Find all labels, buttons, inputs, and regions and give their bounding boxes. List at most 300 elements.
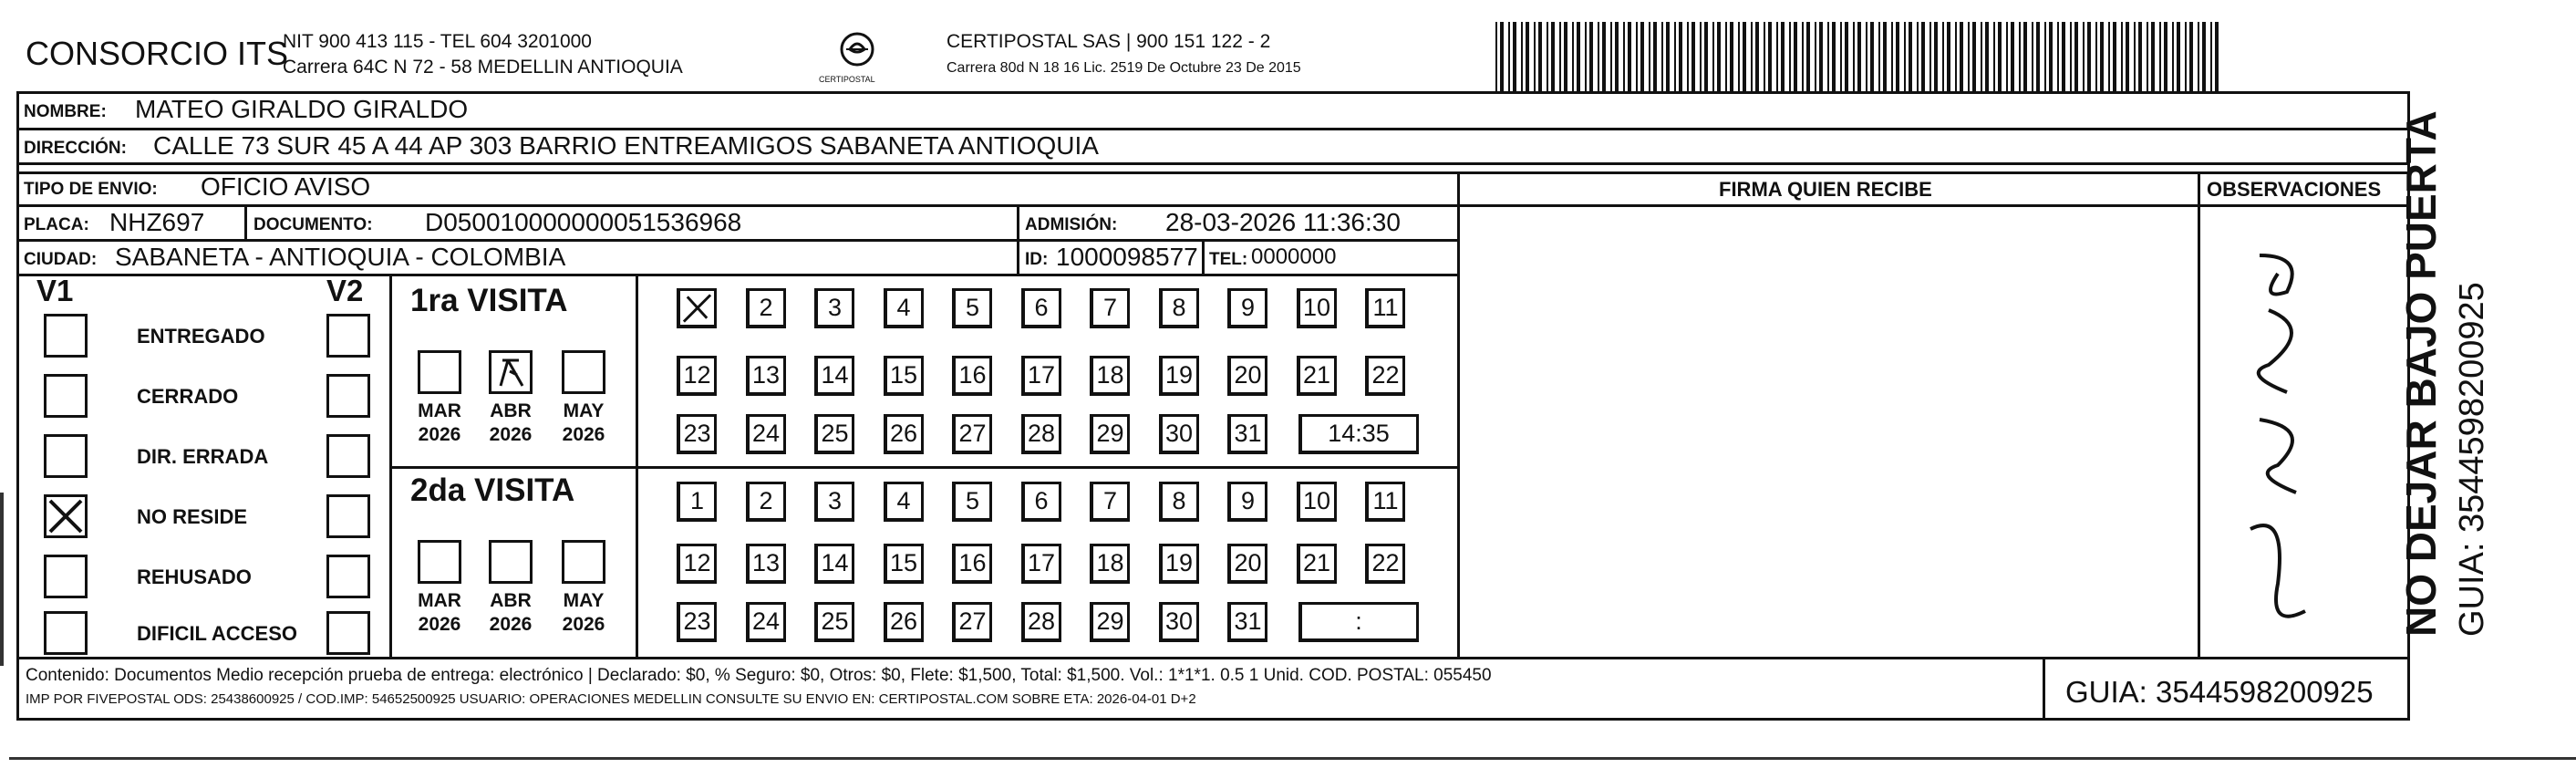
day-box[interactable] xyxy=(1365,288,1405,328)
barcode-bar xyxy=(1547,22,1548,91)
v1-checkbox[interactable] xyxy=(44,555,88,598)
barcode-bar xyxy=(2032,22,2033,91)
month-name: MAY xyxy=(563,400,605,421)
month-name: MAR xyxy=(418,400,461,421)
day-number: 20 xyxy=(1234,361,1262,389)
day-box[interactable] xyxy=(746,288,786,328)
barcode-bar xyxy=(1853,22,1855,91)
barcode-bar xyxy=(1526,22,1529,91)
day-number: 24 xyxy=(751,607,781,635)
day-box[interactable] xyxy=(1090,602,1130,642)
day-box[interactable] xyxy=(1159,602,1199,642)
barcode-bar xyxy=(1917,22,1919,91)
nombre-value: MATEO GIRALDO GIRALDO xyxy=(135,95,469,123)
barcode-bar xyxy=(1947,22,1950,91)
barcode-bar xyxy=(1883,22,1887,91)
barcode-bar xyxy=(2151,22,2155,91)
barcode-bar xyxy=(2172,22,2174,91)
day-box[interactable] xyxy=(1227,482,1267,522)
day-number: 30 xyxy=(1164,420,1194,447)
day-box[interactable] xyxy=(1090,356,1130,396)
reason-label: DIR. ERRADA xyxy=(137,445,269,468)
observaciones-header: OBSERVACIONES xyxy=(2207,178,2382,201)
admision-label: ADMISIÓN: xyxy=(1025,215,1118,234)
day-box[interactable] xyxy=(1159,356,1199,396)
barcode-bar xyxy=(2121,22,2123,91)
barcode-bar xyxy=(1870,22,1874,91)
barcode-bar xyxy=(1649,22,1650,91)
month-checkbox[interactable] xyxy=(418,540,461,584)
barcode-bar xyxy=(1730,22,1733,91)
divider xyxy=(389,466,1457,469)
barcode-bar xyxy=(1942,22,1944,91)
divider xyxy=(16,657,2410,659)
barcode-bar xyxy=(1764,22,1765,91)
day-box[interactable] xyxy=(1021,414,1061,454)
barcode-bar xyxy=(1981,22,1982,91)
v2-checkbox[interactable] xyxy=(326,494,370,538)
day-number: 23 xyxy=(683,607,711,635)
barcode-bar xyxy=(1687,22,1689,91)
day-box[interactable] xyxy=(1365,356,1405,396)
month-label xyxy=(556,589,611,637)
barcode-bar xyxy=(1691,22,1695,91)
day-number: 17 xyxy=(1027,361,1056,389)
day-number: 16 xyxy=(958,361,987,389)
day-box[interactable] xyxy=(814,482,854,522)
day-number: 25 xyxy=(821,420,849,447)
barcode-bar xyxy=(1589,22,1593,91)
barcode-bar xyxy=(1623,22,1625,91)
day-number: 12 xyxy=(683,361,711,389)
day-number: 16 xyxy=(958,549,987,576)
day-box[interactable] xyxy=(1227,356,1267,396)
barcode-bar xyxy=(1661,22,1663,91)
bottom-edge xyxy=(9,757,2576,760)
barcode-bar xyxy=(2087,22,2091,91)
divider xyxy=(16,171,2410,174)
day-box[interactable] xyxy=(952,482,992,522)
barcode-bar xyxy=(2126,22,2129,91)
day-number: 15 xyxy=(889,361,918,389)
day-box[interactable] xyxy=(677,602,717,642)
barcode-bar xyxy=(2215,22,2219,91)
day-number: 1 xyxy=(689,487,705,514)
day-box[interactable] xyxy=(884,288,924,328)
day-number: 4 xyxy=(896,294,911,321)
v2-checkbox[interactable] xyxy=(326,611,370,655)
barcode-bar xyxy=(1717,22,1721,91)
day-number: 21 xyxy=(1302,361,1331,389)
barcode-bar xyxy=(1508,22,1510,91)
second-visit-title: 2da VISITA xyxy=(410,472,575,508)
day-box[interactable] xyxy=(1297,356,1337,396)
v2-header: V2 xyxy=(326,274,364,307)
barcode-bar xyxy=(1704,22,1708,91)
month-year: 2026 xyxy=(418,614,461,635)
day-number: 6 xyxy=(1034,487,1049,514)
barcode-bar xyxy=(1636,22,1638,91)
month-checkbox[interactable] xyxy=(489,540,533,584)
certipostal-address: Carrera 80d N 18 16 Lic. 2519 De Octubre 23 De 2015 xyxy=(947,60,1301,76)
barcode-bar xyxy=(1674,22,1676,91)
side-guia: GUIA: 3544598200925 xyxy=(2453,282,2491,637)
divider xyxy=(16,128,2410,130)
month-year: 2026 xyxy=(418,424,461,445)
barcode-bar xyxy=(1700,22,1702,91)
barcode-bar xyxy=(2198,22,2199,91)
day-box[interactable] xyxy=(746,482,786,522)
barcode-bar xyxy=(1857,22,1861,91)
month-checkbox[interactable] xyxy=(489,350,533,394)
barcode-bar xyxy=(1909,22,1912,91)
day-number: 3 xyxy=(827,487,843,514)
day-box[interactable] xyxy=(677,414,717,454)
barcode-bar xyxy=(1794,22,1797,91)
checkmark-x-icon xyxy=(47,497,85,535)
barcode-bar xyxy=(1985,22,1989,91)
day-number: 31 xyxy=(1234,420,1262,447)
divider xyxy=(2198,171,2200,657)
direccion-label: DIRECCIÓN: xyxy=(24,139,127,158)
day-number: 8 xyxy=(1172,487,1186,514)
day-box[interactable] xyxy=(746,544,786,584)
barcode-bar xyxy=(1878,22,1880,91)
divider xyxy=(2043,657,2045,721)
barcode-icon xyxy=(1495,22,2221,91)
barcode-bar xyxy=(1500,22,1504,91)
barcode-bar xyxy=(1789,22,1791,91)
day-box[interactable] xyxy=(1090,482,1130,522)
day-box[interactable] xyxy=(1021,356,1061,396)
barcode-bar xyxy=(1845,22,1848,91)
month-label xyxy=(556,400,611,447)
day-box[interactable] xyxy=(1159,482,1199,522)
barcode-bar xyxy=(1934,22,1938,91)
barcode-bar xyxy=(1968,22,1970,91)
day-box[interactable] xyxy=(1297,482,1337,522)
barcode-bar xyxy=(2070,22,2072,91)
v2-checkbox[interactable] xyxy=(326,434,370,478)
divider xyxy=(16,162,2410,165)
shipping-label-frame xyxy=(16,91,2410,721)
v1-checkbox[interactable] xyxy=(44,434,88,478)
barcode-bar xyxy=(1751,22,1753,91)
day-box[interactable] xyxy=(1021,602,1061,642)
day-box[interactable] xyxy=(952,356,992,396)
day-box[interactable] xyxy=(1021,288,1061,328)
barcode-bar xyxy=(1743,22,1746,91)
day-box[interactable] xyxy=(814,356,854,396)
day-box[interactable] xyxy=(1159,414,1199,454)
day-number: 15 xyxy=(889,549,918,576)
barcode-bar xyxy=(1598,22,1599,91)
day-number: 17 xyxy=(1027,549,1056,576)
day-number: 29 xyxy=(1096,420,1124,447)
month-label xyxy=(412,400,467,447)
signature-icon xyxy=(2205,237,2333,638)
tel-label: TEL: xyxy=(1209,250,1248,269)
v2-checkbox[interactable] xyxy=(326,314,370,358)
second-visit-time[interactable]: : xyxy=(1298,602,1419,642)
day-box[interactable] xyxy=(677,356,717,396)
day-number: 26 xyxy=(889,607,918,635)
v2-checkbox[interactable] xyxy=(326,374,370,418)
checkmark-x-icon xyxy=(680,291,714,326)
v1-checkbox[interactable] xyxy=(44,314,88,358)
barcode-bar xyxy=(1891,22,1893,91)
tipo-envio-label: TIPO DE ENVIO: xyxy=(24,180,158,199)
barcode-bar xyxy=(2057,22,2059,91)
day-number: 8 xyxy=(1172,294,1186,321)
day-box[interactable] xyxy=(1090,288,1130,328)
barcode-bar xyxy=(1904,22,1906,91)
day-number: 13 xyxy=(751,361,781,389)
day-number: 3 xyxy=(827,294,843,321)
barcode-bar xyxy=(2006,22,2008,91)
barcode-bar xyxy=(1827,22,1829,91)
day-box[interactable] xyxy=(1297,288,1337,328)
certipostal-logo-text: CERTIPOSTAL xyxy=(819,75,875,84)
first-visit-time[interactable]: 14:35 xyxy=(1298,414,1419,454)
reason-label: DIFICIL ACCESO xyxy=(137,622,298,645)
barcode-bar xyxy=(2083,22,2085,91)
side-warning: NO DEJAR BAJO PUERTA xyxy=(2397,110,2445,637)
day-box[interactable] xyxy=(677,482,717,522)
day-box[interactable] xyxy=(1365,482,1405,522)
tel-value: 0000000 xyxy=(1251,244,1337,269)
day-number: 10 xyxy=(1302,487,1331,514)
day-number: 9 xyxy=(1240,487,1256,514)
tipo-envio-value: OFICIO AVISO xyxy=(201,172,371,201)
barcode-bar xyxy=(1534,22,1536,91)
barcode-bar xyxy=(2044,22,2046,91)
month-checkbox[interactable] xyxy=(562,350,605,394)
barcode-bar xyxy=(2164,22,2167,91)
barcode-bar xyxy=(2185,22,2187,91)
barcode-bar xyxy=(1602,22,1606,91)
day-box[interactable] xyxy=(677,288,717,328)
barcode-bar xyxy=(1679,22,1682,91)
day-number: 19 xyxy=(1164,549,1194,576)
barcode-bar xyxy=(1559,22,1561,91)
day-box[interactable] xyxy=(746,414,786,454)
barcode-bar xyxy=(1513,22,1516,91)
day-box[interactable] xyxy=(1159,544,1199,584)
day-box[interactable] xyxy=(884,482,924,522)
day-number: 18 xyxy=(1096,361,1124,389)
day-box[interactable] xyxy=(1227,288,1267,328)
day-number: 11 xyxy=(1372,487,1399,514)
v2-checkbox[interactable] xyxy=(326,555,370,598)
first-visit-title: 1ra VISITA xyxy=(410,283,568,318)
day-box[interactable] xyxy=(952,288,992,328)
month-name: ABR xyxy=(490,400,532,421)
v1-header: V1 xyxy=(36,274,74,307)
barcode-bar xyxy=(2210,22,2212,91)
day-box[interactable] xyxy=(814,602,854,642)
day-box[interactable] xyxy=(1227,544,1267,584)
divider xyxy=(1457,171,1460,657)
day-number: 14 xyxy=(821,361,849,389)
barcode-bar xyxy=(2159,22,2161,91)
day-number: 13 xyxy=(751,549,781,576)
barcode-bar xyxy=(1832,22,1836,91)
day-number: 23 xyxy=(683,420,711,447)
divider xyxy=(1017,204,1019,274)
day-box[interactable] xyxy=(884,544,924,584)
day-box[interactable] xyxy=(1090,414,1130,454)
month-checkbox[interactable] xyxy=(562,540,605,584)
divider xyxy=(16,204,2410,207)
v1-checkbox[interactable] xyxy=(44,611,88,655)
month-name: MAY xyxy=(563,590,605,611)
day-box[interactable] xyxy=(1021,482,1061,522)
day-number: 21 xyxy=(1302,549,1331,576)
day-box[interactable] xyxy=(814,288,854,328)
barcode-bar xyxy=(2108,22,2110,91)
barcode-bar xyxy=(1628,22,1631,91)
barcode-bar xyxy=(2147,22,2148,91)
firma-header: FIRMA QUIEN RECIBE xyxy=(1719,178,1932,201)
day-number: 18 xyxy=(1096,549,1124,576)
barcode-bar xyxy=(1712,22,1714,91)
nombre-label: NOMBRE: xyxy=(24,102,107,121)
barcode-bar xyxy=(1866,22,1867,91)
barcode-bar xyxy=(1781,22,1785,91)
day-box[interactable] xyxy=(1227,602,1267,642)
month-label xyxy=(412,589,467,637)
day-number: 14 xyxy=(821,549,849,576)
month-name: MAR xyxy=(418,590,461,611)
barcode-bar xyxy=(1640,22,1644,91)
barcode-bar xyxy=(2074,22,2078,91)
placa-value: NHZ697 xyxy=(109,208,205,236)
reason-label: CERRADO xyxy=(137,385,239,408)
day-number: 7 xyxy=(1102,294,1118,321)
day-box[interactable] xyxy=(1365,544,1405,584)
day-box[interactable] xyxy=(1021,544,1061,584)
day-box[interactable] xyxy=(814,414,854,454)
month-label xyxy=(483,589,538,637)
barcode-bar xyxy=(2062,22,2065,91)
certipostal-line: CERTIPOSTAL SAS | 900 151 122 - 2 xyxy=(947,31,1271,52)
day-number: 5 xyxy=(965,487,980,514)
barcode-bar xyxy=(1840,22,1842,91)
month-checkbox[interactable] xyxy=(418,350,461,394)
left-edge-mark xyxy=(0,493,4,666)
day-box[interactable] xyxy=(677,544,717,584)
day-box[interactable] xyxy=(884,414,924,454)
day-number: 25 xyxy=(821,607,849,635)
barcode-bar xyxy=(1955,22,1957,91)
month-year: 2026 xyxy=(489,424,533,445)
day-box[interactable] xyxy=(1159,288,1199,328)
day-box[interactable] xyxy=(746,602,786,642)
documento-value: D050010000000051536968 xyxy=(425,208,742,236)
barcode-bar xyxy=(1921,22,1925,91)
barcode-bar xyxy=(1538,22,1542,91)
day-box[interactable] xyxy=(884,356,924,396)
day-number: 7 xyxy=(1102,487,1118,514)
day-box[interactable] xyxy=(952,544,992,584)
day-number: 2 xyxy=(759,487,773,514)
day-number: 9 xyxy=(1240,294,1256,321)
month-year: 2026 xyxy=(489,614,533,635)
barcode-bar xyxy=(2134,22,2136,91)
barcode-bar xyxy=(1768,22,1772,91)
barcode-bar xyxy=(2113,22,2116,91)
barcode-bar xyxy=(1972,22,1976,91)
barcode-bar xyxy=(1819,22,1823,91)
barcode-bar xyxy=(1666,22,1670,91)
admision-value: 28-03-2026 11:36:30 xyxy=(1165,208,1401,236)
barcode-bar xyxy=(1998,22,2002,91)
v1-checkbox[interactable] xyxy=(44,374,88,418)
company-name: CONSORCIO ITS xyxy=(26,35,289,72)
footer-content: Contenido: Documentos Medio recepción prueba de entrega: electrónico | Declarado: $0, % Seguro: $0, Otros: $0, Flete: $1,500, Total: $1,500. Vol.: 1*1*1. 0.5 1 Unid. COD. POSTAL: 055450 xyxy=(26,666,1492,685)
day-box[interactable] xyxy=(814,544,854,584)
barcode-bar xyxy=(2189,22,2193,91)
ciudad-value: SABANETA - ANTIOQUIA - COLOMBIA xyxy=(115,243,566,271)
barcode-bar xyxy=(1755,22,1759,91)
barcode-bar xyxy=(2049,22,2053,91)
barcode-bar xyxy=(1577,22,1580,91)
day-number: 27 xyxy=(958,607,987,635)
barcode-bar xyxy=(1653,22,1657,91)
barcode-bar xyxy=(1495,22,1497,91)
barcode-bar xyxy=(2100,22,2104,91)
barcode-bar xyxy=(2036,22,2040,91)
day-box[interactable] xyxy=(952,602,992,642)
barcode-bar xyxy=(1521,22,1523,91)
v1-checkbox[interactable] xyxy=(44,494,88,538)
divider xyxy=(636,274,638,657)
placa-label: PLACA: xyxy=(24,215,89,234)
day-number: 28 xyxy=(1027,607,1056,635)
day-box[interactable] xyxy=(1297,544,1337,584)
day-number: 29 xyxy=(1096,607,1124,635)
barcode-bar xyxy=(1610,22,1612,91)
barcode-bar xyxy=(2019,22,2021,91)
barcode-bar xyxy=(1776,22,1778,91)
day-number: 22 xyxy=(1371,361,1400,389)
barcode-bar xyxy=(1725,22,1727,91)
barcode-bar xyxy=(2095,22,2097,91)
barcode-bar xyxy=(1993,22,1995,91)
direccion-value: CALLE 73 SUR 45 A 44 AP 303 BARRIO ENTREAMIGOS SABANETA ANTIOQUIA xyxy=(153,131,1099,160)
day-number: 2 xyxy=(759,294,773,321)
barcode-bar xyxy=(1564,22,1567,91)
divider xyxy=(1202,239,1205,274)
day-number: 30 xyxy=(1164,607,1194,635)
month-label xyxy=(483,400,538,447)
day-box[interactable] xyxy=(884,602,924,642)
divider xyxy=(16,274,1457,276)
day-number: 12 xyxy=(683,549,711,576)
barcode-bar xyxy=(1572,22,1574,91)
id-label: ID: xyxy=(1025,250,1049,269)
day-box[interactable] xyxy=(746,356,786,396)
barcode-bar xyxy=(1896,22,1899,91)
day-box[interactable] xyxy=(1090,544,1130,584)
barcode-bar xyxy=(2138,22,2142,91)
day-box[interactable] xyxy=(952,414,992,454)
day-box[interactable] xyxy=(1227,414,1267,454)
day-number: 10 xyxy=(1302,294,1331,321)
barcode-bar xyxy=(1815,22,1816,91)
id-value: 1000098577 xyxy=(1056,243,1198,271)
